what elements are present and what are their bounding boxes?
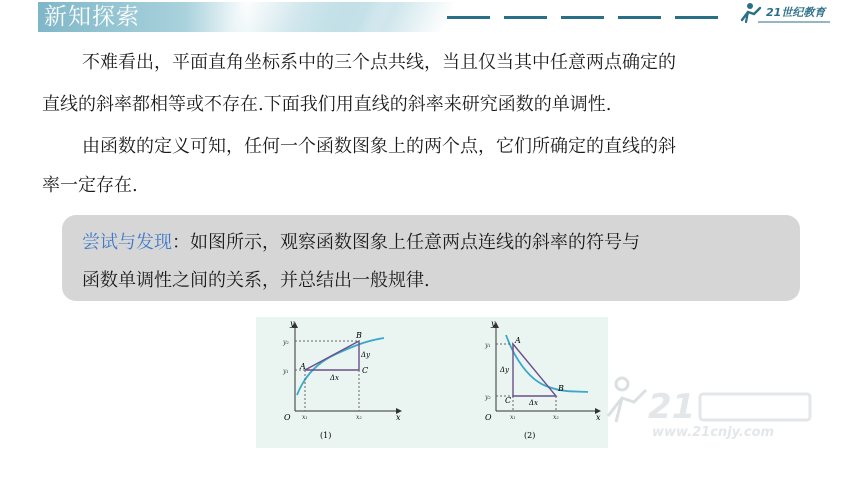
delta-y-label: Δy: [361, 351, 371, 359]
x2-label: x₂: [356, 414, 362, 421]
paragraph-line: 率一定存在.: [42, 175, 138, 196]
point-c-label: C: [362, 366, 369, 375]
point-a-label: A: [300, 362, 306, 371]
callout-keyword: 尝试与发现: [82, 232, 172, 253]
brand-logo-text: 21世纪教育: [766, 6, 826, 19]
graph-caption: (1): [320, 431, 332, 440]
header-dash: [675, 16, 718, 19]
point-a-label: A: [515, 336, 521, 345]
paragraph-line: 直线的斜率都相等或不存在.下面我们用直线的斜率来研究函数的单调性.: [42, 94, 612, 115]
x-axis-label: x: [596, 413, 601, 422]
y-axis-label: y: [491, 319, 496, 328]
origin-label: O: [284, 413, 291, 422]
slide-header: [0, 0, 860, 34]
point-c-label: C: [505, 396, 512, 405]
slope-triangle: [305, 341, 359, 370]
x1-label: x₁: [510, 414, 516, 421]
header-shade-2: [323, 2, 457, 32]
graphs-svg: [256, 317, 608, 448]
delta-x-label: Δx: [529, 399, 539, 407]
x1-label: x₁: [302, 414, 308, 421]
delta-y-label: Δy: [500, 366, 510, 374]
page-title: 新知探索: [44, 4, 140, 30]
y-axis-label: y: [290, 319, 295, 328]
watermark-logo-icon: [600, 370, 840, 450]
callout-line-1: [82, 232, 640, 253]
point-b-label: B: [356, 331, 362, 340]
svg-text:21: 21: [648, 387, 696, 427]
y1-label: y₁: [485, 342, 491, 349]
function-graphs-figure: [256, 317, 608, 448]
graph-decreasing: [484, 319, 601, 440]
x2-label: x₂: [553, 414, 559, 421]
graph-caption: (2): [524, 431, 536, 440]
header-dash: [504, 16, 547, 19]
point-b-label: B: [558, 384, 564, 393]
callout-line-2: 函数单调性之间的关系，并总结出一般规律.: [82, 270, 430, 291]
paragraph-line: 不难看出，平面直角坐标系中的三个点共线，当且仅当其中任意两点确定的: [82, 52, 676, 73]
slope-triangle: [513, 344, 556, 396]
svg-text:www.21cnjy.com: www.21cnjy.com: [652, 425, 775, 440]
origin-label: O: [485, 413, 492, 422]
header-dash: [561, 16, 604, 19]
y1-label: y₁: [283, 368, 289, 375]
graph-increasing: [282, 319, 401, 440]
delta-x-label: Δx: [330, 374, 340, 382]
paragraph-line: 由函数的定义可知，任何一个函数图象上的两个点，它们所确定的直线的斜: [82, 136, 676, 157]
y2-label: y₂: [283, 339, 289, 346]
y2-label: y₂: [485, 394, 491, 401]
x-axis-label: x: [396, 413, 401, 422]
header-dash: [447, 16, 490, 19]
header-dash: [618, 16, 661, 19]
callout-text: ：如图所示，观察函数图象上任意两点连线的斜率的符号与: [172, 232, 640, 253]
